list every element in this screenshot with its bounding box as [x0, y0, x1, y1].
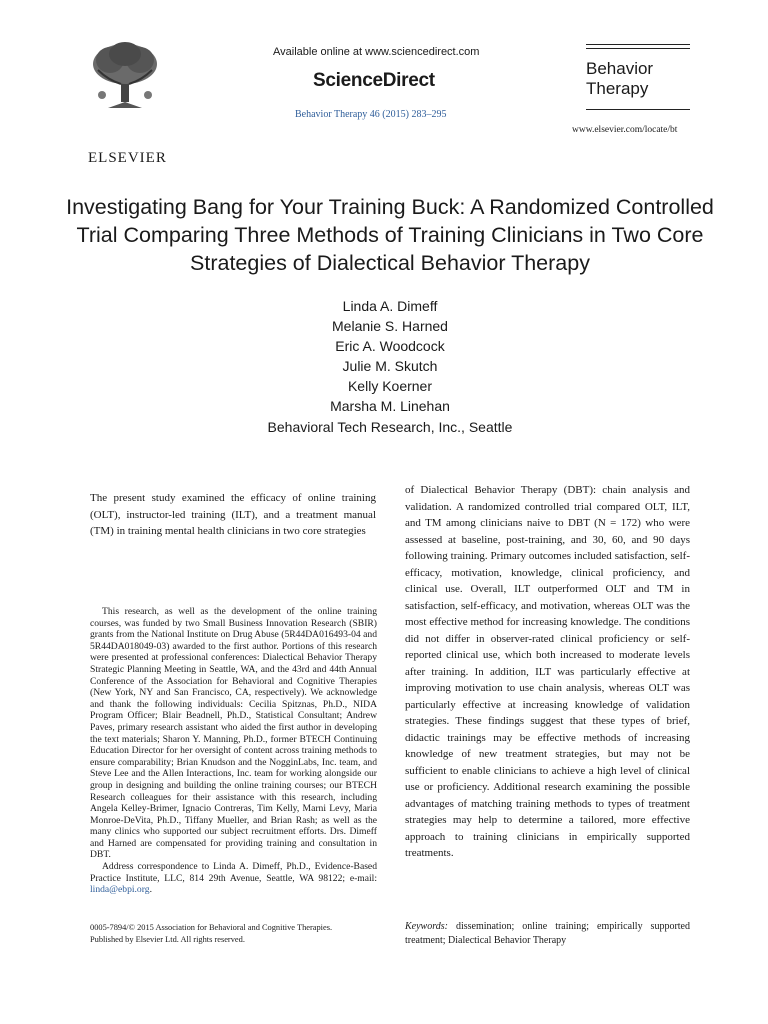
author-name: Marsha M. Linehan	[330, 398, 450, 414]
abstract-part-2: of Dialectical Behavior Therapy (DBT): chain analysis and validation. A randomized controlled trial compared OLT, ILT, and TM among clinicians naive to DBT (N = 172) who were assessed at baseline, post-training, and 30, 60, and 90 days following training. Primary outcomes included satisfaction, self-efficacy, motivation, knowledge, clinical proficiency, and clinical use. Overall, ILT outperformed OLT and TM in satisfaction, self-efficacy, and motivation, whereas OLT was the most effective method for increasing knowledge. The conditions did not differ in observer-rated clinical proficiency or self-reported clinical use, which both increased to moderate levels after training. In addition, ILT was particularly effective at improving motivation to use chain analysis, whereas OLT was particularly effective at increasing knowledge of validation strategies. These findings suggest that these types of brief, didactic trainings may be effective methods of increasing knowledge of new treatment strategies, but may not be sufficient to enable clinicians to achieve a high level of clinical use or proficiency. Additional research examining the possible advantages of matching training methods to types of treatment strategies may help to determine a tailored, more effective approach to training clinicians in empirically supported treatments.	[405, 484, 690, 859]
sciencedirect-logo[interactable]: ScienceDirect	[313, 70, 435, 91]
copyright-line: Published by Elsevier Ltd. All rights reserved.	[90, 934, 245, 944]
copyright-notice	[90, 922, 377, 945]
copyright-line: 0005-7894/© 2015 Association for Behavioral and Cognitive Therapies.	[90, 923, 333, 932]
available-online-text: Available online at www.sciencedirect.com	[273, 46, 480, 58]
journal-name	[586, 59, 690, 99]
masthead-rule	[586, 48, 690, 49]
funding-note: This research, as well as the development of the online training courses, was funded by two Small Business Innovation Research (SBIR) grants from the National Institute on Drug Abuse (5R44DA016493-04 and 5R44DA018049-03) awarded to the first author. Portions of this research were presented at professional conferences: Dialectical Behavior Therapy Strategic Planning Meeting in Seattle, WA, and the 43rd and 44th Annual Conference of the Association for Behavioral and Cognitive Therapies (New York, NY and San Francisco, CA, respectively). We acknowledge and thank the following individuals: Cecilia Spitznas, Ph.D., NIDA Program Officer; Blair Beadnell, Ph.D., Statistical Consultant; Andrew Paves, primary research assistant who aided the first author in developing the text materials; Sharon Y. Manning, Ph.D., former BTECH Continuing Education Director for her oversight of content across training methods to ensure comparability; Brian Knudson and the NogginLabs, Inc. team, and Steve Lee and the Allen Interactions, Inc. team for working alongside our group in designing and building the online training courses; our BTECH Research colleagues for their assistance with this research, including Angela Kelley-Brimer, Ignacio Contreras, Tim Kelly, Marni Levy, Maria Monroe-DeVita, Ph.D., Tiffany Mueller, and Brian Rash; as well as the many clinics who supported our subject recruitment efforts. Drs. Dimeff and Harned are compensated for providing training and consultation in DBT.	[90, 606, 377, 861]
correspondence-note	[90, 861, 377, 896]
journal-url[interactable]: www.elsevier.com/locate/bt	[572, 125, 678, 135]
masthead-rule	[586, 109, 690, 110]
correspondence-text: Address correspondence to Linda A. Dimeff, Ph.D., Evidence-Based Practice Institute, LLC, 814 29th Avenue, Seattle, WA 98122; e-mail:	[90, 861, 377, 884]
article-title: Investigating Bang for Your Training Buck: A Randomized Controlled Trial Comparing Three Methods of Training Clinicians in Two Core Strategies of Dialectical Behavior Therapy	[66, 195, 714, 275]
email-link[interactable]: linda@ebpi.org	[90, 884, 150, 896]
correspondence-suffix: .	[149, 884, 152, 896]
journal-masthead	[586, 44, 690, 110]
footnote	[90, 606, 377, 896]
elsevier-logo	[88, 40, 167, 166]
elsevier-tree-icon	[88, 40, 162, 110]
keywords-label: Keywords:	[405, 921, 448, 932]
journal-name-line: Therapy	[586, 79, 649, 98]
abstract-part-1: The present study examined the efficacy of online training (OLT), instructor-led training (ILT), and a treatment manual (TM) in training mental health clinicians in two core strategies	[90, 492, 376, 537]
journal-name-line: Behavior	[586, 59, 654, 78]
author-name: Melanie S. Harned	[332, 318, 448, 334]
keywords-text: dissemination; online training; empirically supported treatment; Dialectical Behavior Therapy	[405, 921, 690, 946]
publisher-name: ELSEVIER	[88, 150, 167, 166]
author-name: Linda A. Dimeff	[342, 298, 438, 314]
author-name: Julie M. Skutch	[342, 358, 438, 374]
author-name: Kelly Koerner	[347, 378, 433, 394]
journal-citation[interactable]: Behavior Therapy 46 (2015) 283–295	[295, 109, 447, 120]
keywords	[405, 920, 690, 948]
author-list	[200, 296, 580, 416]
author-name: Eric A. Woodcock	[335, 338, 445, 354]
masthead-rule	[586, 44, 690, 45]
affiliation: Behavioral Tech Research, Inc., Seattle	[267, 419, 513, 435]
